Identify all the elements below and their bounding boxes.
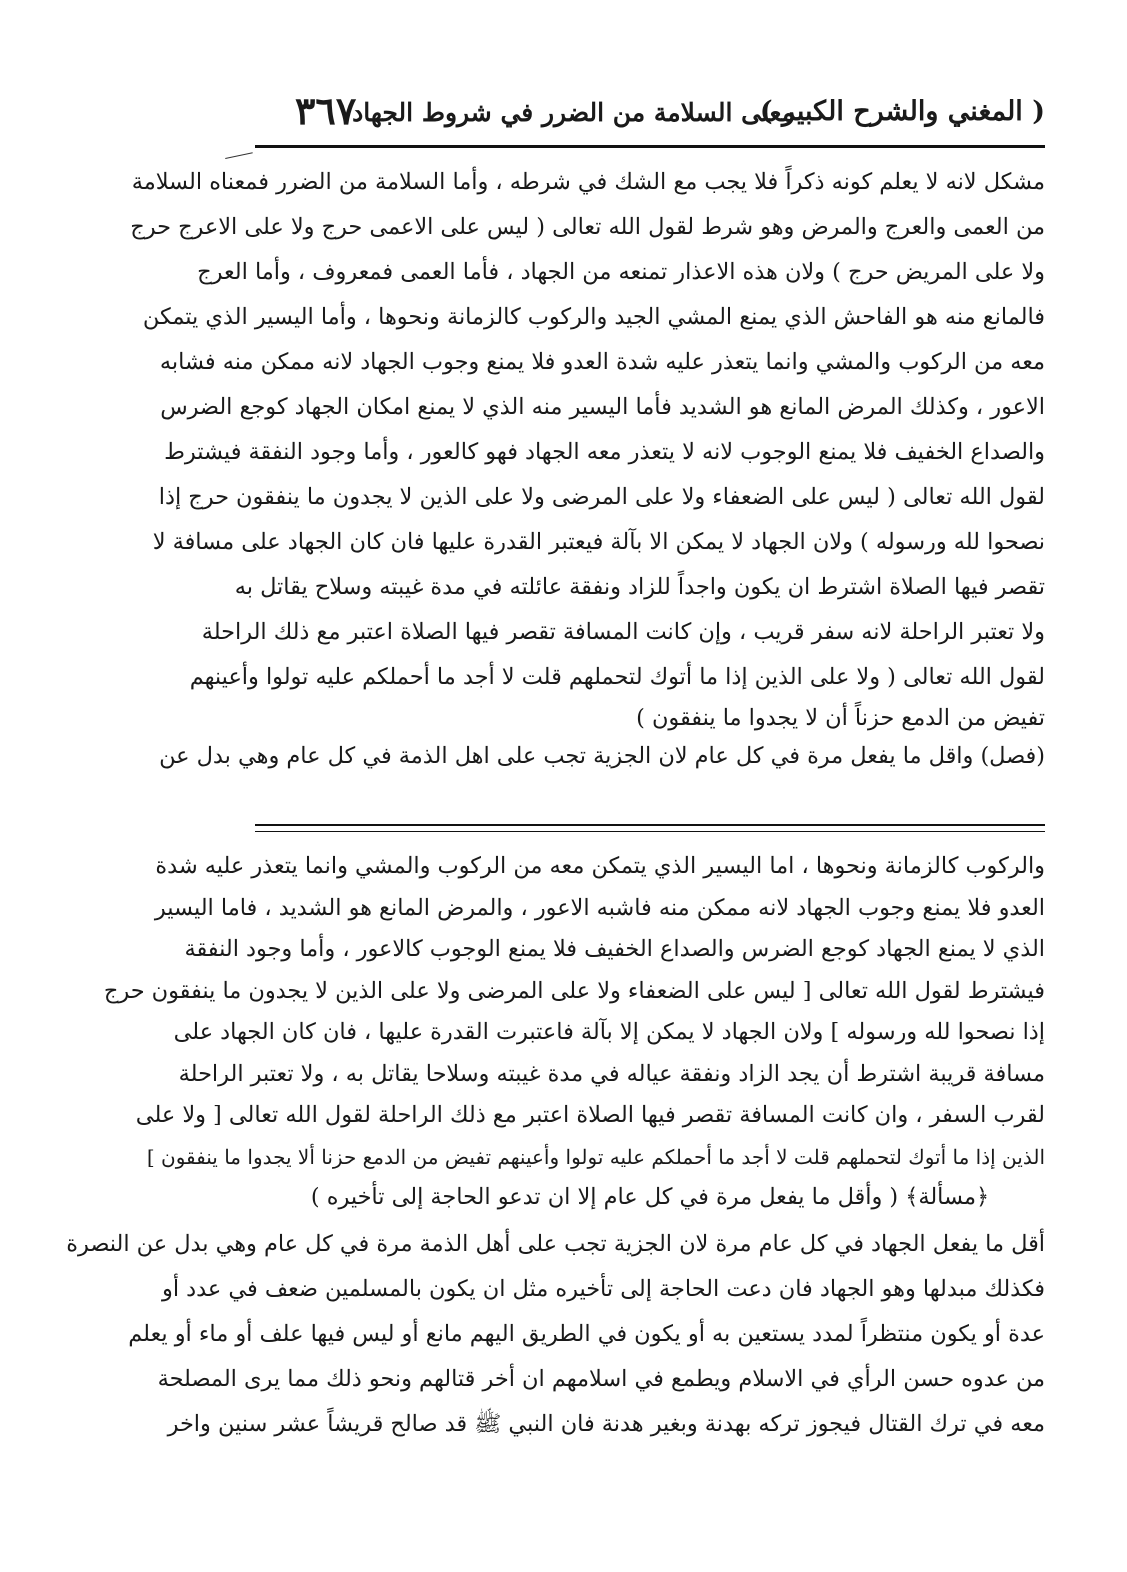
text-line: الاعور ، وكذلك المرض المانع هو الشديد فأما اليسير منه الذي لا يمنع امكان الجهاد كوجع الضرس (160, 394, 1045, 420)
text-line: من العمى والعرج والمرض وهو شرط لقول الله تعالى ( ليس على الاعمى حرج ولا على الاعرج حرج (130, 214, 1045, 240)
text-line: الذي لا يمنع الجهاد كوجع الضرس والصداع الخفيف فلا يمنع الوجوب كالاعور ، وأما وجود النفقة (184, 936, 1045, 962)
text-line: لقول الله تعالى ( ليس على الضعفاء ولا على المرضى ولا على الذين لا يجدون ما ينفقون حرج إذا (158, 484, 1045, 510)
text-line: لقرب السفر ، وان كانت المسافة تقصر فيها الصلاة اعتبر مع ذلك الراحلة لقول الله تعالى [ ولا على (135, 1102, 1045, 1128)
section-separator (255, 824, 1045, 826)
text-line: ولا على المريض حرج ) ولان هذه الاعذار تمنعه من الجهاد ، فأما العمى فمعروف ، وأما العرج (197, 259, 1045, 285)
text-line: عدة أو يكون منتظراً لمدد يستعين به أو يكون في الطريق اليهم مانع أو ليس فيها علف أو ماء أو يعلم (128, 1321, 1045, 1347)
text-line: العدو فلا يمنع وجوب الجهاد لانه ممكن منه فاشبه الاعور ، والمرض المانع هو الشديد ، فاما اليسير (154, 894, 1045, 921)
text-line: والركوب كالزمانة ونحوها ، اما اليسير الذي يتمكن معه من الركوب والمشي وانما يتعذر عليه شدة (155, 853, 1045, 879)
section-separator-thin (255, 831, 1045, 832)
text-line: ولا تعتبر الراحلة لانه سفر قريب ، وإن كانت المسافة تقصر فيها الصلاة اعتبر مع ذلك الراحلة (201, 619, 1045, 645)
text-line: تفيض من الدمع حزناً أن لا يجدوا ما ينفقون ) (636, 705, 1045, 731)
text-line: فيشترط لقول الله تعالى [ ليس على الضعفاء ولا على المرضى ولا على الذين لا يجدون ما ينفقون حرج (103, 977, 1045, 1004)
text-line: لقول الله تعالى ( ولا على الذين إذا ما أتوك لتحملهم قلت لا أجد ما أحملكم عليه تولوا وأعينهم (189, 664, 1045, 690)
sharh-text-block (103, 846, 1045, 1178)
book-title: ( المغني والشرح الكبير ) (759, 96, 1045, 127)
text-line: إذا نصحوا لله ورسوله ] ولان الجهاد لا يمكن إلا بآلة فاعتبرت القدرة عليها ، فان كان الجهاد على (173, 1019, 1045, 1045)
text-line: أقل ما يفعل الجهاد في كل عام مرة لان الجزية تجب على أهل الذمة مرة في كل عام وهي بدل عن النصرة (66, 1231, 1045, 1257)
text-line: مشكل لانه لا يعلم كونه ذكراً فلا يجب مع الشك في شرطه ، وأما السلامة من الضرر فمعناه السلامة (131, 169, 1045, 195)
text-line: معه في ترك القتال فيجوز تركه بهدنة وبغير هدنة فان النبي ﷺ قد صالح قريشاً عشر سنين واخر (167, 1411, 1045, 1437)
masala-heading: ﴿مسألة﴾ ( وأقل ما يفعل مرة في كل عام إلا ان تدعو الحاجة إلى تأخيره ) (310, 1184, 990, 1210)
text-line: مسافة قريبة اشترط أن يجد الزاد ونفقة عياله في مدة غيبته وسلاحا يقاتل به ، ولا تعتبر الراحلة (178, 1060, 1045, 1087)
header-rule (255, 145, 1045, 148)
text-line: والصداع الخفيف فلا يمنع الوجوب لانه لا يتعذر معه الجهاد فهو كالعور ، وأما وجود النفقة فيشترط (164, 439, 1045, 465)
running-header (255, 88, 1045, 146)
mughni-text-block (130, 160, 1045, 776)
text-line: تقصر فيها الصلاة اشترط ان يكون واجداً للزاد ونفقة عائلته في مدة غيبته وسلاح يقاتل به (234, 574, 1045, 600)
text-line: معه من الركوب والمشي وانما يتعذر عليه شدة العدو فلا يمنع وجوب الجهاد لانه ممكن منه فشابه (159, 349, 1045, 375)
text-line: فكذلك مبدلها وهو الجهاد فان دعت الحاجة إلى تأخيره مثل ان يكون بالمسلمين ضعف في عدد أو (162, 1276, 1045, 1302)
text-line: الذين إذا ما أتوك لتحملهم قلت لا أجد ما أحملكم عليه تولوا وأعينهم تفيض من الدمع حزنا ألا يجدوا ما ينفقون ] (146, 1144, 1045, 1169)
text-line: (فصل) واقل ما يفعل مرة في كل عام لان الجزية تجب على اهل الذمة في كل عام وهي بدل عن (159, 743, 1045, 769)
text-line: نصحوا لله ورسوله ) ولان الجهاد لا يمكن الا بآلة فيعتبر القدرة عليها فان كان الجهاد على مسافة لا (152, 529, 1045, 555)
page-number: ٣٦٧ (295, 88, 357, 133)
section-title: معنى السلامة من الضرر في شروط الجهاد (352, 98, 795, 127)
masala-text-block (66, 1222, 1045, 1447)
text-line: من عدوه حسن الرأي في الاسلام ويطمع في اسلامهم ان أخر قتالهم ونحو ذلك مما يرى المصلحة (157, 1366, 1045, 1392)
text-line: فالمانع منه هو الفاحش الذي يمنع المشي الجيد والركوب كالزمانة ونحوها ، وأما اليسير الذي يتمكن (142, 304, 1045, 330)
